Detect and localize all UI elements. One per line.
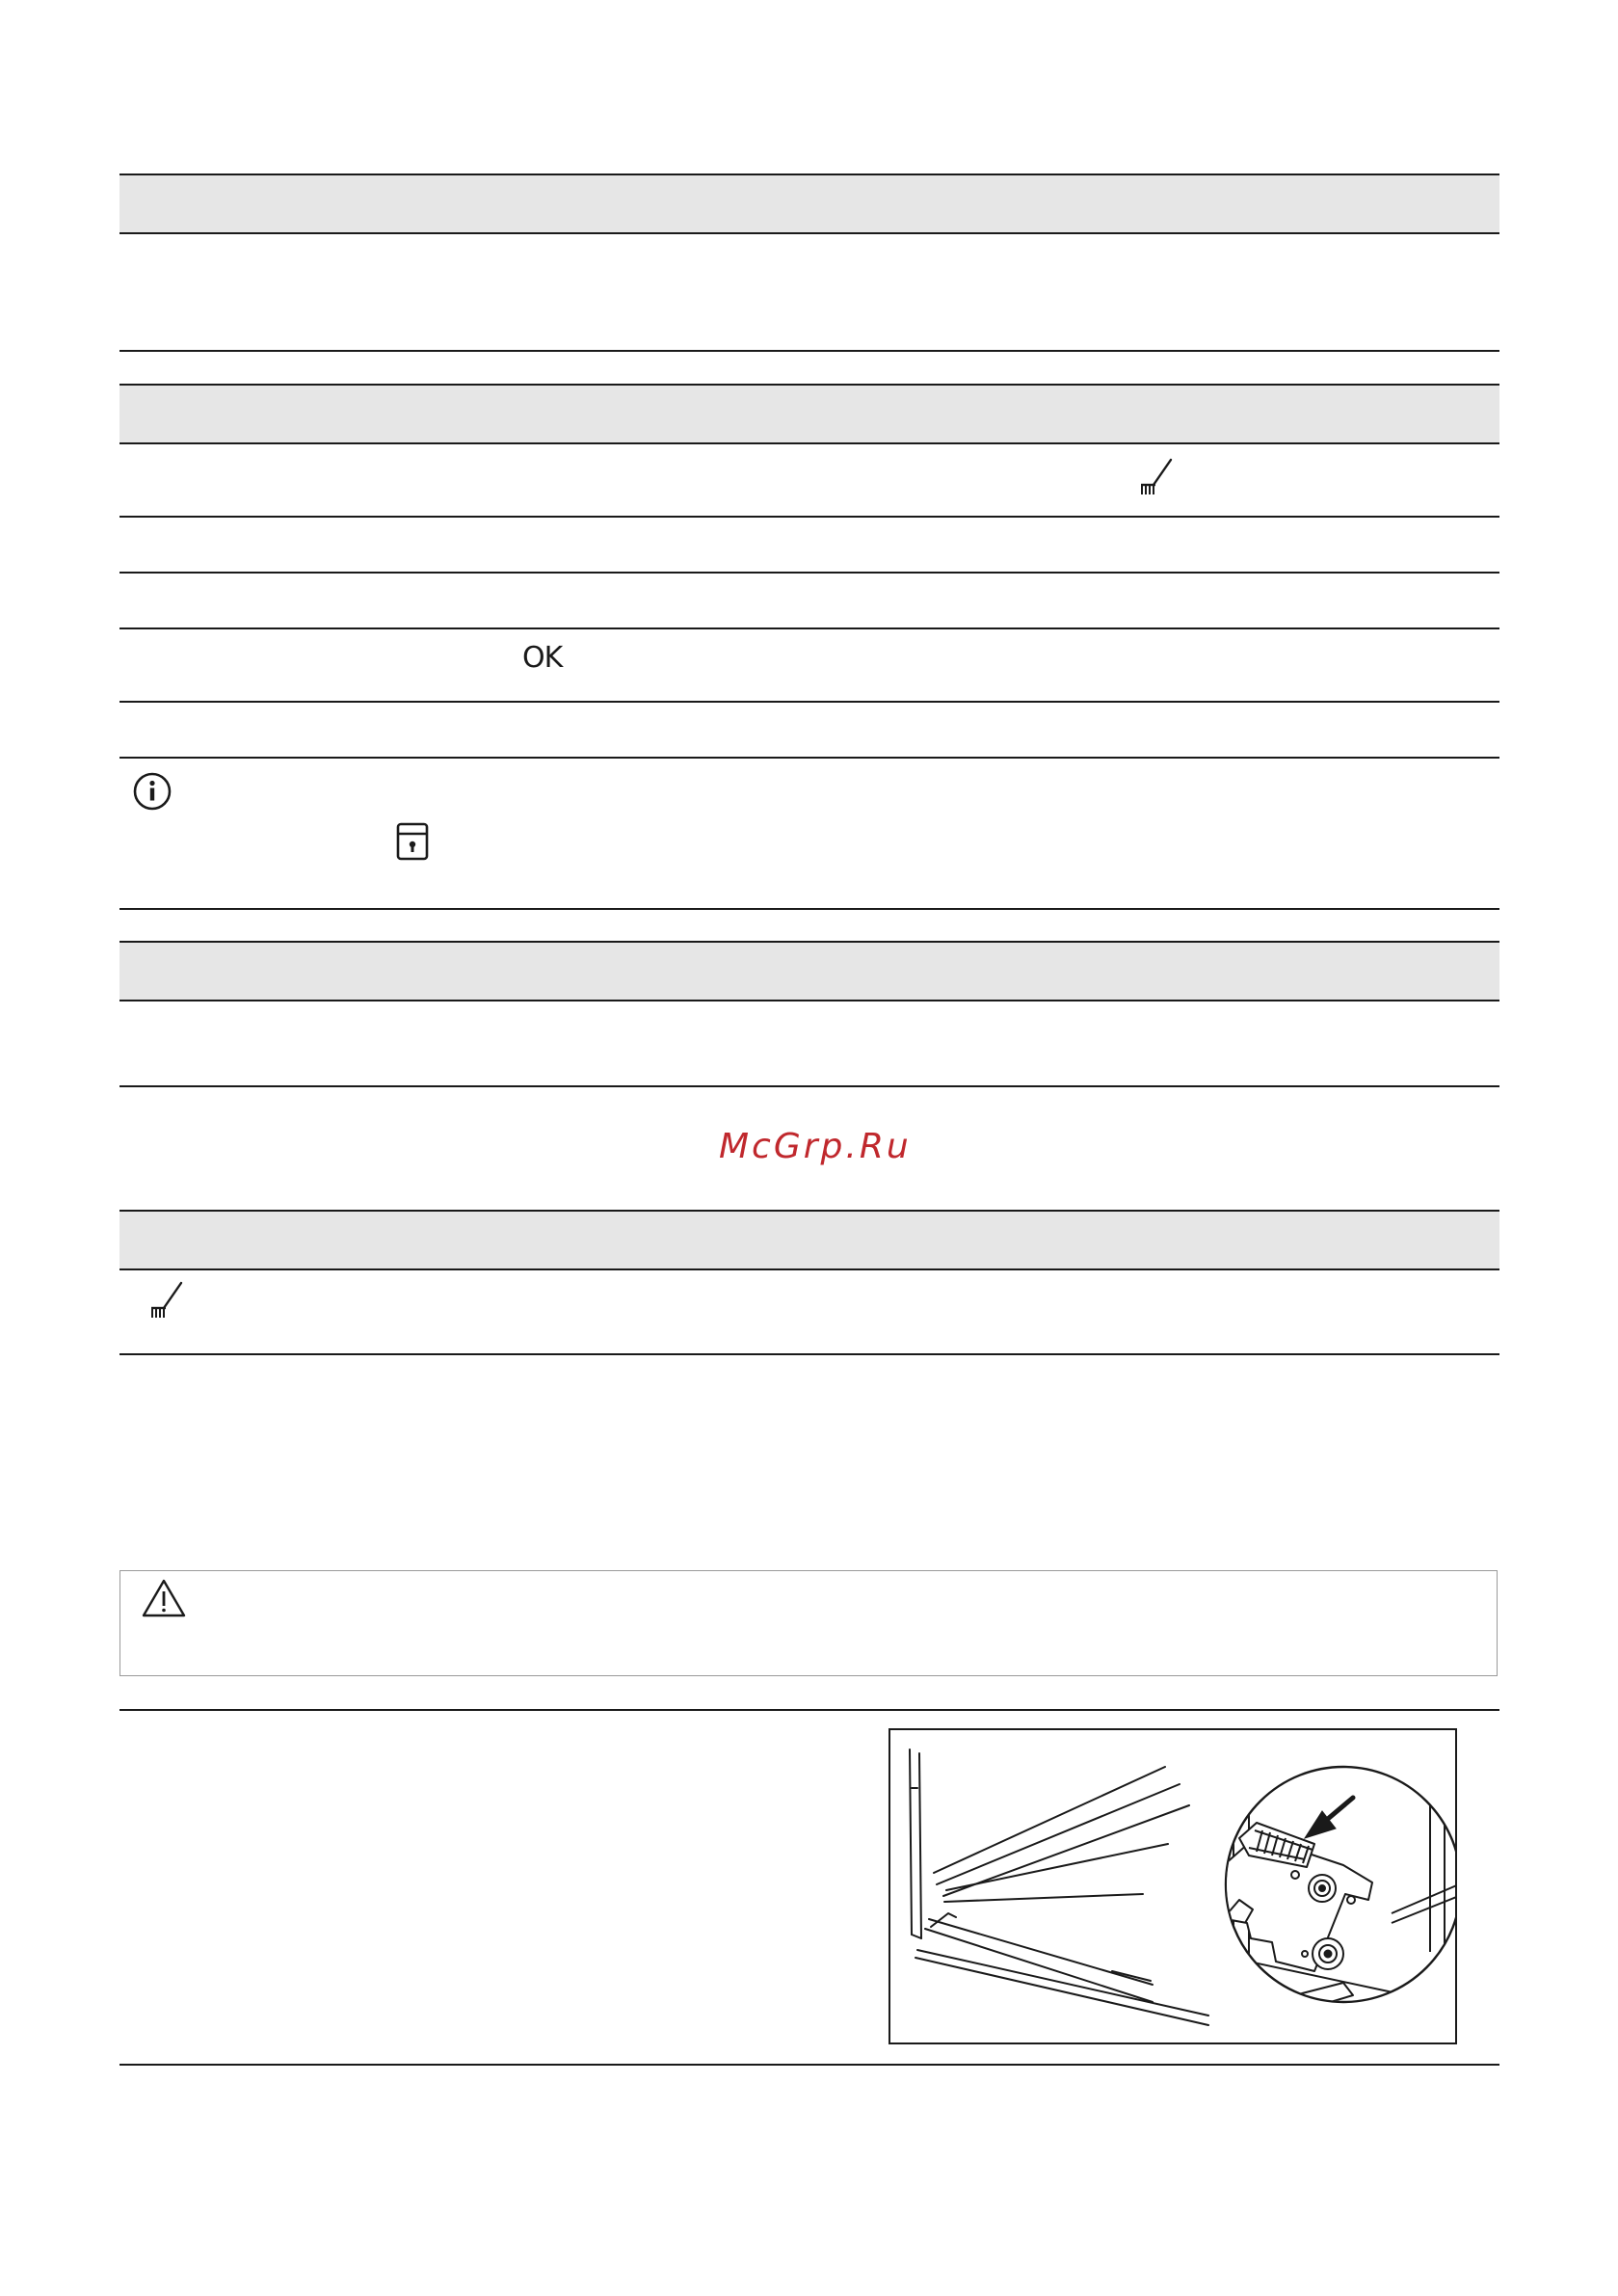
warning-box (119, 1570, 1498, 1676)
ok-button-symbol: OK (522, 641, 563, 675)
cleaning-brush-icon (1138, 456, 1175, 498)
table-2-row-rule (119, 757, 1499, 759)
table-3-header-rule (119, 1000, 1499, 1001)
door-lock-icon (395, 821, 430, 862)
table-2-top-rule (119, 384, 1499, 386)
table-2-header (119, 385, 1499, 442)
warning-triangle-icon (141, 1578, 187, 1618)
watermark: McGrp.Ru (719, 1127, 912, 1166)
step-table-top-rule (119, 1709, 1499, 1711)
door-hinge-illustration (889, 1728, 1457, 2044)
table-1-header-rule (119, 232, 1499, 234)
table-2-row-rule (119, 701, 1499, 703)
table-1-header (119, 174, 1499, 233)
table-2-header-rule (119, 442, 1499, 444)
table-4-bottom-rule (119, 1353, 1499, 1355)
table-1-bottom-rule (119, 350, 1499, 352)
table-4-header (119, 1211, 1499, 1269)
table-4-top-rule (119, 1210, 1499, 1212)
table-3-bottom-rule (119, 1085, 1499, 1087)
table-2-bottom-rule (119, 908, 1499, 910)
step-table-bottom-rule (119, 2064, 1499, 2066)
table-4-header-rule (119, 1268, 1499, 1270)
table-3-header (119, 942, 1499, 1000)
table-2-row-rule (119, 627, 1499, 629)
info-icon (132, 771, 172, 812)
table-1-top-rule (119, 174, 1499, 175)
table-2-row-rule (119, 516, 1499, 518)
table-2-row-rule (119, 572, 1499, 574)
table-3-top-rule (119, 941, 1499, 943)
cleaning-brush-icon (148, 1279, 185, 1322)
